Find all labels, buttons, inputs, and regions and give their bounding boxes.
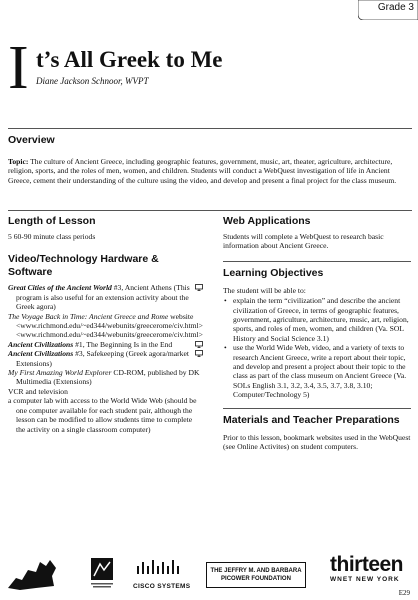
- right-column: [223, 232, 411, 452]
- video-icon: [195, 350, 203, 357]
- cisco-text: CISCO SYSTEMS: [133, 583, 191, 590]
- title-initial: I: [8, 34, 29, 102]
- divider: [8, 210, 412, 211]
- hardware-item: Ancient Civilizations #1, The Beginning Is in the End: [8, 340, 203, 349]
- sponsor-footer: [0, 548, 418, 600]
- author-line: Diane Jackson Schnoor, WVPT: [36, 76, 149, 86]
- objectives-heading: Learning Objectives: [223, 266, 324, 279]
- hardware-heading: Video/Technology Hardware & Software: [8, 253, 159, 279]
- cisco-logo: [133, 556, 189, 590]
- web-apps-text: Students will complete a WebQuest to research basic information about Ancient Greece.: [223, 232, 384, 251]
- cisco-bridge-icon: [133, 556, 189, 578]
- length-text: 5 60-90 minute class periods: [8, 232, 96, 241]
- hardware-item: VCR and television: [8, 386, 68, 396]
- objective-item: • use the World Wide Web, video, and a variety of texts to research Ancient Greece, write a report about their topic, and develop and present a project about their topic to the class as part of the class museum on Ancient Greece (Va. SOLs English 3.1, 3.2, 3.4, 3.5, 3.7, 3.8, 3.10; Computer/Technology 5): [223, 343, 411, 399]
- thirteen-logo: [330, 554, 412, 590]
- hardware-item: a computer lab with access to the World Wide Web (should be one computer available for each student pair, although the lesson can be modified to allow students time to complete the activity on a single classroom computer): [8, 396, 197, 434]
- virginia-map-logo: [6, 558, 58, 592]
- video-icon: [195, 284, 203, 291]
- hardware-item: The Voyage Back in Time: Ancient Greece and Rome website <www.richmond.edu/~ed344/webunits/greecerome/civ.html> <www.richmond.edu/~ed344/webunits/greecerome/civ.html>: [8, 311, 203, 340]
- objectives-list: [223, 296, 411, 399]
- materials-text: Prior to this lesson, bookmark websites used in the WebQuest (see Online Activites) on student computers.: [223, 432, 411, 452]
- hardware-list: [8, 283, 203, 434]
- grade-tab: [358, 0, 418, 20]
- objective-item: • explain the term “civilization” and describe the ancient civilization of Greece, in terms of geographic features, government, agriculture, architecture, music, art, religion, sports, and roles of men, women, and children (Va. SOL History and Social Science 3.1): [223, 296, 411, 343]
- objectives-intro: The student will be able to:: [223, 285, 306, 295]
- picower-logo: THE JEFFRY M. AND BARBARA PICOWER FOUNDATION: [206, 562, 306, 588]
- hardware-item: Ancient Civilizations #3, Safekeeping (Greek agora/market Extensions): [8, 349, 203, 368]
- grade-label: Grade 3: [377, 2, 414, 13]
- title-text: t’s All Greek to Me: [36, 47, 223, 72]
- topic-label: Topic:: [8, 157, 29, 166]
- thirteen-text: thirteen: [330, 553, 404, 576]
- web-apps-heading: Web Applications: [223, 215, 311, 227]
- overview-text: The culture of Ancient Greece, including geographic features, government, music, art, theater, agriculture, architecture, religion, sports, and the roles of men, women, and children. Students will conduct a WebQuest investigation of life in Ancient Greece, cement their understanding of the culture using the video, and develop and present a final project for the class museum.: [8, 157, 397, 185]
- materials-heading: Materials and Teacher Preparations: [223, 413, 400, 426]
- overview-heading: Overview: [8, 134, 55, 146]
- foundation-logo: [88, 556, 116, 590]
- hardware-item: Great Cities of the Ancient World #3, Ancient Athens (This program is also useful for an extension activity about the Greek agora): [8, 283, 203, 311]
- divider: [8, 128, 412, 129]
- overview-paragraph: [8, 157, 410, 185]
- thirteen-subtext: WNET NEW YORK: [330, 576, 400, 583]
- video-icon: [195, 341, 203, 348]
- hardware-item: My First Amazing World Explorer CD-ROM, published by DK Multimedia (Extensions): [8, 368, 200, 387]
- length-heading: Length of Lesson: [8, 215, 96, 227]
- page-number: E29: [398, 589, 410, 597]
- left-column: [8, 232, 203, 434]
- lesson-title: [8, 34, 408, 102]
